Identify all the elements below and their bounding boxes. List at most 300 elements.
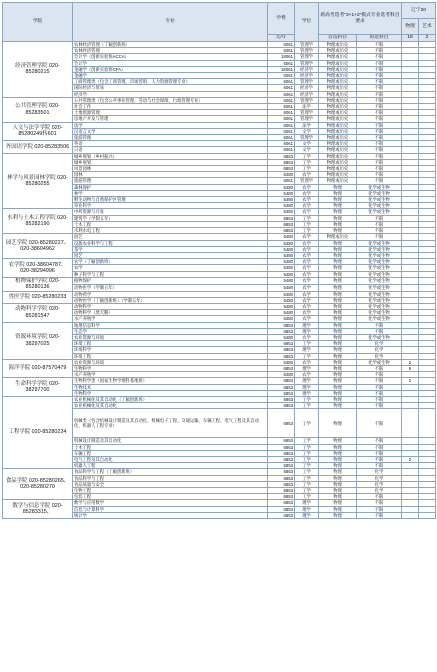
degree-cell: 农学 xyxy=(295,303,319,309)
fee-cell: 5480 xyxy=(268,372,295,378)
first-subject-cell: 物理或历史 xyxy=(319,54,357,60)
fee-cell: 6853 xyxy=(268,463,295,469)
first-subject-cell: 物理或历史 xyxy=(319,135,357,141)
major-cell: 机械类（包含机械设计制造及其自动化、机械电子工程、交通运输、车辆工程、电气工程及其自动化、机器人工程专业） xyxy=(73,409,268,438)
degree-cell: 工学 xyxy=(295,221,319,227)
first-subject-cell: 物理 xyxy=(319,403,357,409)
degree-cell: 工学 xyxy=(295,166,319,172)
first-subject-cell: 物理或历史 xyxy=(319,91,357,97)
major-cell: 城乡规划 xyxy=(73,159,268,165)
major-cell: 动物医学（丁颖创新班）（学制五年） xyxy=(73,297,268,303)
major-cell: 经济学 xyxy=(73,91,268,97)
fee-cell: 5480 xyxy=(268,271,295,277)
header-subject-req: 新高考选考"3+1+2"模式专业选考科目要求 xyxy=(319,3,402,35)
second-subject-cell: 不限 xyxy=(357,450,402,456)
fee-cell: 6853 xyxy=(268,475,295,481)
degree-cell: 理学 xyxy=(295,500,319,506)
liaoning-wuli-cell: 2 xyxy=(402,457,419,463)
degree-cell: 法学 xyxy=(295,122,319,128)
major-cell: 环境工程 xyxy=(73,341,268,347)
first-subject-cell: 物理 xyxy=(319,488,357,494)
degree-cell: 农学 xyxy=(295,209,319,215)
liaoning-wuli-cell xyxy=(402,277,419,284)
first-subject-cell: 物理 xyxy=(319,271,357,277)
major-cell: 生物工程 xyxy=(73,488,268,494)
second-subject-cell: 不限 xyxy=(357,159,402,165)
liaoning-wuli-cell: 2 xyxy=(402,378,419,384)
second-subject-cell: 化学 xyxy=(357,347,402,353)
major-cell: 风景园林 xyxy=(73,166,268,172)
college-name: 外国语学院 020-85283506 xyxy=(3,141,73,153)
major-cell: 设施农业科学与工程 xyxy=(73,240,268,246)
fee-cell: 5480 xyxy=(268,246,295,252)
first-subject-cell: 物理 xyxy=(319,303,357,309)
degree-cell: 农学 xyxy=(295,271,319,277)
degree-cell: 农学 xyxy=(295,277,319,284)
first-subject-cell: 物理 xyxy=(319,322,357,328)
second-subject-cell: 不限 xyxy=(357,116,402,122)
major-cell: 国际经济与贸易 xyxy=(73,85,268,91)
second-subject-cell: 化学或生物 xyxy=(357,190,402,196)
first-subject-cell: 物理 xyxy=(319,310,357,316)
fee-cell: 5480 xyxy=(268,209,295,215)
college-name: 生命科学学院 020-38297700 xyxy=(3,378,73,397)
degree-cell: 经济学 xyxy=(295,73,319,79)
major-cell: 生物技术 xyxy=(73,384,268,390)
major-cell: 旅游管理 xyxy=(73,135,268,141)
first-subject-cell: 物理 xyxy=(319,444,357,450)
header-fee: 学费 xyxy=(268,3,295,35)
major-cell: 农学 xyxy=(73,265,268,271)
first-subject-cell: 物理 xyxy=(319,457,357,463)
first-subject-cell: 物理 xyxy=(319,378,357,384)
fee-cell: 5480 xyxy=(268,190,295,196)
degree-cell: 理学 xyxy=(295,347,319,353)
second-subject-cell: 不限 xyxy=(357,147,402,153)
fee-cell: 6061 xyxy=(268,97,295,103)
second-subject-cell: 不限 xyxy=(357,91,402,97)
second-subject-cell: 不限 xyxy=(357,378,402,384)
header-liaoning: 辽宁20 xyxy=(402,3,436,19)
major-cell: 食品质量与安全 xyxy=(73,481,268,487)
second-subject-cell: 化学 xyxy=(357,488,402,494)
major-cell: 法学 xyxy=(73,122,268,128)
major-cell: 公共管理类（包含公共事业管理、劳动与社会保障、行政管理专业） xyxy=(73,97,268,103)
degree-cell: 工学 xyxy=(295,450,319,456)
second-subject-cell: 不限 xyxy=(357,135,402,141)
college-name: 工程学院 020-85280224 xyxy=(3,396,73,468)
first-subject-cell: 物理 xyxy=(319,221,357,227)
header-degree: 学位 xyxy=(295,3,319,42)
degree-cell: 经济学 xyxy=(295,66,319,72)
first-subject-cell: 物理或历史 xyxy=(319,141,357,147)
first-subject-cell: 物理或历史 xyxy=(319,42,357,48)
major-cell: 数学与应用数学 xyxy=(73,500,268,506)
major-cell: 汉语言文学 xyxy=(73,128,268,134)
degree-cell: 理学 xyxy=(295,365,319,371)
college-name: 林学与风景园林学院 020-85280255 xyxy=(3,153,73,209)
degree-cell: 管理学 xyxy=(295,60,319,66)
major-cell: 城乡规划（乡村振兴） xyxy=(73,153,268,159)
second-subject-cell: 化学或生物 xyxy=(357,265,402,271)
major-cell: 土地资源管理 xyxy=(73,110,268,116)
fee-cell: 5480 xyxy=(268,234,295,240)
header-wuli-count: 18 xyxy=(402,35,419,42)
second-subject-cell: 不限 xyxy=(357,494,402,500)
degree-cell: 理学 xyxy=(295,322,319,328)
first-subject-cell: 物理 xyxy=(319,215,357,221)
liaoning-wuli-cell: 6 xyxy=(402,365,419,371)
second-subject-cell: 化学或生物 xyxy=(357,334,402,340)
fee-cell: 6853 xyxy=(268,221,295,227)
first-subject-cell: 物理或历史 xyxy=(319,153,357,159)
second-subject-cell: 不限 xyxy=(357,60,402,66)
second-subject-cell: 不限 xyxy=(357,110,402,116)
second-subject-cell: 化学或生物 xyxy=(357,316,402,322)
second-subject-cell: 不限 xyxy=(357,384,402,390)
major-cell: 建筑学（学制五年） xyxy=(73,215,268,221)
degree-cell: 工学 xyxy=(295,396,319,402)
first-subject-cell: 物理 xyxy=(319,240,357,246)
fee-cell: 6853 xyxy=(268,396,295,402)
degree-cell: 工学 xyxy=(295,228,319,234)
fee-cell: 6061 xyxy=(268,42,295,48)
fee-cell: 6853 xyxy=(268,365,295,371)
degree-cell: 管理学 xyxy=(295,48,319,54)
degree-cell: 工学 xyxy=(295,488,319,494)
fee-cell: 5480 xyxy=(268,252,295,258)
major-cell: 环境工程 xyxy=(73,353,268,359)
header-yishu: 艺术 xyxy=(419,19,436,35)
degree-cell: 管理学 xyxy=(295,135,319,141)
second-subject-cell: 不限 xyxy=(357,54,402,60)
first-subject-cell: 物理 xyxy=(319,284,357,291)
header-second: 再选科目 xyxy=(357,35,402,42)
first-subject-cell: 物理 xyxy=(319,291,357,297)
fee-cell: 6853 xyxy=(268,384,295,390)
header-wuli: 物理 xyxy=(402,19,419,35)
major-cell: 房地产开发与管理 xyxy=(73,116,268,122)
fee-cell: 5480 xyxy=(268,259,295,265)
second-subject-cell: 不限 xyxy=(357,390,402,396)
major-cell: 车辆工程 xyxy=(73,450,268,456)
fee-cell: 5480 xyxy=(268,303,295,309)
first-subject-cell: 物理 xyxy=(319,384,357,390)
degree-cell: 农学 xyxy=(295,172,319,178)
fee-cell: 5480 xyxy=(268,284,295,291)
second-subject-cell: 化学或生物 xyxy=(357,291,402,297)
degree-cell: 工学 xyxy=(295,494,319,500)
second-subject-cell: 化学 xyxy=(357,481,402,487)
degree-cell: 理学 xyxy=(295,328,319,334)
major-cell: 园林 xyxy=(73,172,268,178)
fee-cell: 6853 xyxy=(268,159,295,165)
second-subject-cell: 不限 xyxy=(357,328,402,334)
first-subject-cell: 物理或历史 xyxy=(319,159,357,165)
second-subject-cell: 化学或生物 xyxy=(357,252,402,258)
college-name: 人文与法学学院 020-85280249转601 xyxy=(3,122,73,141)
major-cell: 社会工作 xyxy=(73,104,268,110)
degree-cell: 农学 xyxy=(295,259,319,265)
second-subject-cell: 不限 xyxy=(357,409,402,438)
degree-cell: 农学 xyxy=(295,310,319,316)
degree-cell: 理学 xyxy=(295,512,319,518)
college-name: 数学与信息学院 020-85283315、 xyxy=(3,500,73,519)
first-subject-cell: 物理 xyxy=(319,390,357,396)
degree-cell: 工学 xyxy=(295,409,319,438)
second-subject-cell: 不限 xyxy=(357,42,402,48)
first-subject-cell: 物理 xyxy=(319,365,357,371)
fee-cell: 6061 xyxy=(268,178,295,184)
first-subject-cell: 物理 xyxy=(319,463,357,469)
second-subject-cell: 不限 xyxy=(357,372,402,378)
fee-cell: 6061 xyxy=(268,128,295,134)
second-subject-cell: 不限 xyxy=(357,166,402,172)
degree-cell: 理学 xyxy=(295,384,319,390)
fee-cell: 18061 xyxy=(268,54,295,60)
second-subject-cell: 不限 xyxy=(357,73,402,79)
degree-cell: 文学 xyxy=(295,128,319,134)
fee-cell: 6853 xyxy=(268,347,295,353)
fee-cell: 5480 xyxy=(268,277,295,284)
major-cell: 动物医学（学制五年） xyxy=(73,284,268,291)
fee-cell: 6853 xyxy=(268,390,295,396)
fee-cell: 6853 xyxy=(268,500,295,506)
first-subject-cell: 物理或历史 xyxy=(319,122,357,128)
major-cell: 电气工程及其自动化 xyxy=(73,457,268,463)
degree-cell: 农学 xyxy=(295,284,319,291)
first-subject-cell: 物理 xyxy=(319,469,357,475)
degree-cell: 工学 xyxy=(295,438,319,444)
first-subject-cell: 物理 xyxy=(319,372,357,378)
degree-cell: 农学 xyxy=(295,297,319,303)
second-subject-cell: 不限 xyxy=(357,97,402,103)
major-cell: 农学（丁颖创新班） xyxy=(73,259,268,265)
fee-cell: 6853 xyxy=(268,215,295,221)
first-subject-cell: 物理 xyxy=(319,341,357,347)
first-subject-cell: 物理或历史 xyxy=(319,166,357,172)
major-cell: 林学 xyxy=(73,190,268,196)
header-first: 首选科目 xyxy=(319,35,357,42)
degree-cell: 农学 xyxy=(295,197,319,203)
fee-cell: 6853 xyxy=(268,438,295,444)
degree-cell: 农学 xyxy=(295,184,319,190)
first-subject-cell: 物理或历史 xyxy=(319,60,357,66)
second-subject-cell: 化学或生物 xyxy=(357,310,402,316)
second-subject-cell: 不限 xyxy=(357,234,402,240)
degree-cell: 法学 xyxy=(295,104,319,110)
fee-cell: 6853 xyxy=(268,341,295,347)
second-subject-cell: 不限 xyxy=(357,506,402,512)
first-subject-cell: 物理 xyxy=(319,203,357,209)
fee-cell: 6853 xyxy=(268,153,295,159)
degree-cell: 工学 xyxy=(295,481,319,487)
degree-cell: 工学 xyxy=(295,444,319,450)
fee-cell: 6853 xyxy=(268,322,295,328)
college-name: 经济管理学院 020-85280215 xyxy=(3,42,73,98)
degree-cell: 文学 xyxy=(295,147,319,153)
first-subject-cell: 物理 xyxy=(319,396,357,402)
fee-cell: 6853 xyxy=(268,328,295,334)
major-cell: 金融学 xyxy=(73,73,268,79)
first-subject-cell: 物理 xyxy=(319,259,357,265)
fee-cell: 6061 xyxy=(268,60,295,66)
major-cell: 生物科学类（国家生物学理科基地班） xyxy=(73,378,268,384)
first-subject-cell: 物理 xyxy=(319,481,357,487)
major-cell: 食品科学与工程（丁颖创新班） xyxy=(73,469,268,475)
major-cell: 农业资源与环境 xyxy=(73,334,268,340)
second-subject-cell: 不限 xyxy=(357,48,402,54)
fee-cell: 6061 xyxy=(268,85,295,91)
liaoning-yishu-cell xyxy=(419,409,436,438)
second-subject-cell: 不限 xyxy=(357,365,402,371)
second-subject-cell: 化学或生物 xyxy=(357,246,402,252)
first-subject-cell: 物理 xyxy=(319,190,357,196)
fee-cell: 6853 xyxy=(268,450,295,456)
major-cell: 生态学 xyxy=(73,328,268,334)
first-subject-cell: 物理 xyxy=(319,450,357,456)
second-subject-cell: 化学或生物 xyxy=(357,297,402,303)
second-subject-cell: 不限 xyxy=(357,228,402,234)
major-cell: 水产养殖学 xyxy=(73,316,268,322)
liaoning-wuli-cell xyxy=(402,512,419,518)
second-subject-cell: 不限 xyxy=(357,403,402,409)
degree-cell: 农学 xyxy=(295,316,319,322)
first-subject-cell: 物理或历史 xyxy=(319,79,357,85)
first-subject-cell: 物理或历史 xyxy=(319,128,357,134)
first-subject-cell: 物理 xyxy=(319,277,357,284)
first-subject-cell: 物理或历史 xyxy=(319,110,357,116)
liaoning-yishu-cell xyxy=(419,512,436,518)
first-subject-cell: 物理 xyxy=(319,409,357,438)
fee-cell: 6853 xyxy=(268,494,295,500)
major-cell: 动物科学（黑天鹅） xyxy=(73,310,268,316)
first-subject-cell: 物理或历史 xyxy=(319,172,357,178)
degree-cell: 工学 xyxy=(295,475,319,481)
degree-cell: 工学 xyxy=(295,159,319,165)
degree-cell: 工学 xyxy=(295,353,319,359)
first-subject-cell: 物理或历史 xyxy=(319,104,357,110)
fee-cell: 5480 xyxy=(268,172,295,178)
degree-cell: 工学 xyxy=(295,463,319,469)
second-subject-cell: 化学 xyxy=(357,475,402,481)
college-name: 食品学院 020-85280265、020-85280270 xyxy=(3,469,73,500)
second-subject-cell: 不限 xyxy=(357,66,402,72)
first-subject-cell: 物理 xyxy=(319,347,357,353)
fee-cell: 5480 xyxy=(268,291,295,297)
degree-cell: 农学 xyxy=(295,234,319,240)
second-subject-cell: 化学或生物 xyxy=(357,197,402,203)
major-cell: 农林经济管理（丁颖创新班） xyxy=(73,42,268,48)
major-cell: 生物科学 xyxy=(73,365,268,371)
major-cell: 土木工程 xyxy=(73,444,268,450)
degree-cell: 理学 xyxy=(295,506,319,512)
degree-cell: 农学 xyxy=(295,190,319,196)
college-name: 公共管理学院 020-85283501 xyxy=(3,97,73,122)
degree-cell: 管理学 xyxy=(295,110,319,116)
fee-cell: 6853 xyxy=(268,228,295,234)
header-yishu-count: 2 xyxy=(419,35,436,42)
degree-cell: 农学 xyxy=(295,372,319,378)
first-subject-cell: 物理 xyxy=(319,316,357,322)
fee-cell: 5480 xyxy=(268,184,295,190)
first-subject-cell: 物理 xyxy=(319,246,357,252)
major-cell: 中药资源与开发 xyxy=(73,209,268,215)
college-name: 植物保护学院 020-85280136 xyxy=(3,277,73,291)
first-subject-cell: 物理 xyxy=(319,197,357,203)
degree-cell: 农学 xyxy=(295,359,319,365)
second-subject-cell: 不限 xyxy=(357,128,402,134)
college-name: 动物科学学院 020-85281547 xyxy=(3,303,73,322)
fee-cell: 6061 xyxy=(268,110,295,116)
first-subject-cell: 物理 xyxy=(319,506,357,512)
degree-cell: 管理学 xyxy=(295,116,319,122)
first-subject-cell: 物理或历史 xyxy=(319,85,357,91)
fee-cell: 18061 xyxy=(268,66,295,72)
table-body xyxy=(3,42,436,519)
fee-cell: 5480 xyxy=(268,297,295,303)
second-subject-cell: 不限 xyxy=(357,463,402,469)
degree-cell: 理学 xyxy=(295,390,319,396)
first-subject-cell: 物理 xyxy=(319,475,357,481)
first-subject-cell: 物理 xyxy=(319,353,357,359)
degree-cell: 工学 xyxy=(295,341,319,347)
first-subject-cell: 物理 xyxy=(319,209,357,215)
second-subject-cell: 不限 xyxy=(357,172,402,178)
fee-cell: 6061 xyxy=(268,147,295,153)
major-cell: 动物科学 xyxy=(73,303,268,309)
major-cell: 旅游管理 xyxy=(73,178,268,184)
table-row xyxy=(3,277,436,284)
major-cell: 机器人工程 xyxy=(73,463,268,469)
second-subject-cell: 化学或生物 xyxy=(357,259,402,265)
second-subject-cell: 不限 xyxy=(357,438,402,444)
fee-cell: 6853 xyxy=(268,488,295,494)
second-subject-cell: 化学或生物 xyxy=(357,277,402,284)
major-cell: 农林经济管理 xyxy=(73,48,268,54)
fee-cell: 6061 xyxy=(268,116,295,122)
major-cell: 动物药学 xyxy=(73,291,268,297)
fee-cell: 5480 xyxy=(268,240,295,246)
fee-cell: 5480 xyxy=(268,310,295,316)
first-subject-cell: 物理 xyxy=(319,252,357,258)
degree-cell: 农学 xyxy=(295,334,319,340)
major-cell: 茶学 xyxy=(73,246,268,252)
second-subject-cell: 不限 xyxy=(357,500,402,506)
major-cell: 农业机械化及其自动化（丁颖创新班） xyxy=(73,396,268,402)
second-subject-cell: 不限 xyxy=(357,79,402,85)
first-subject-cell: 物理或历史 xyxy=(319,97,357,103)
fee-cell: 5480 xyxy=(268,316,295,322)
second-subject-cell: 不限 xyxy=(357,444,402,450)
degree-cell: 管理学 xyxy=(295,79,319,85)
fee-cell: 6853 xyxy=(268,444,295,450)
second-subject-cell: 不限 xyxy=(357,215,402,221)
first-subject-cell: 物理 xyxy=(319,297,357,303)
fee-cell: 6853 xyxy=(268,166,295,172)
fee-cell: 6853 xyxy=(268,409,295,438)
fee-cell: 5480 xyxy=(268,334,295,340)
college-name: 海洋学院 020-87570479 xyxy=(3,359,73,378)
fee-cell: 6061 xyxy=(268,122,295,128)
major-cell: 环境科学 xyxy=(73,347,268,353)
degree-cell: 工学 xyxy=(295,153,319,159)
degree-cell: 农学 xyxy=(295,203,319,209)
fee-cell: 6853 xyxy=(268,378,295,384)
college-name: 水利与土木工程学院 020-85282190 xyxy=(3,209,73,234)
second-subject-cell: 不限 xyxy=(357,85,402,91)
second-subject-cell: 化学或生物 xyxy=(357,271,402,277)
